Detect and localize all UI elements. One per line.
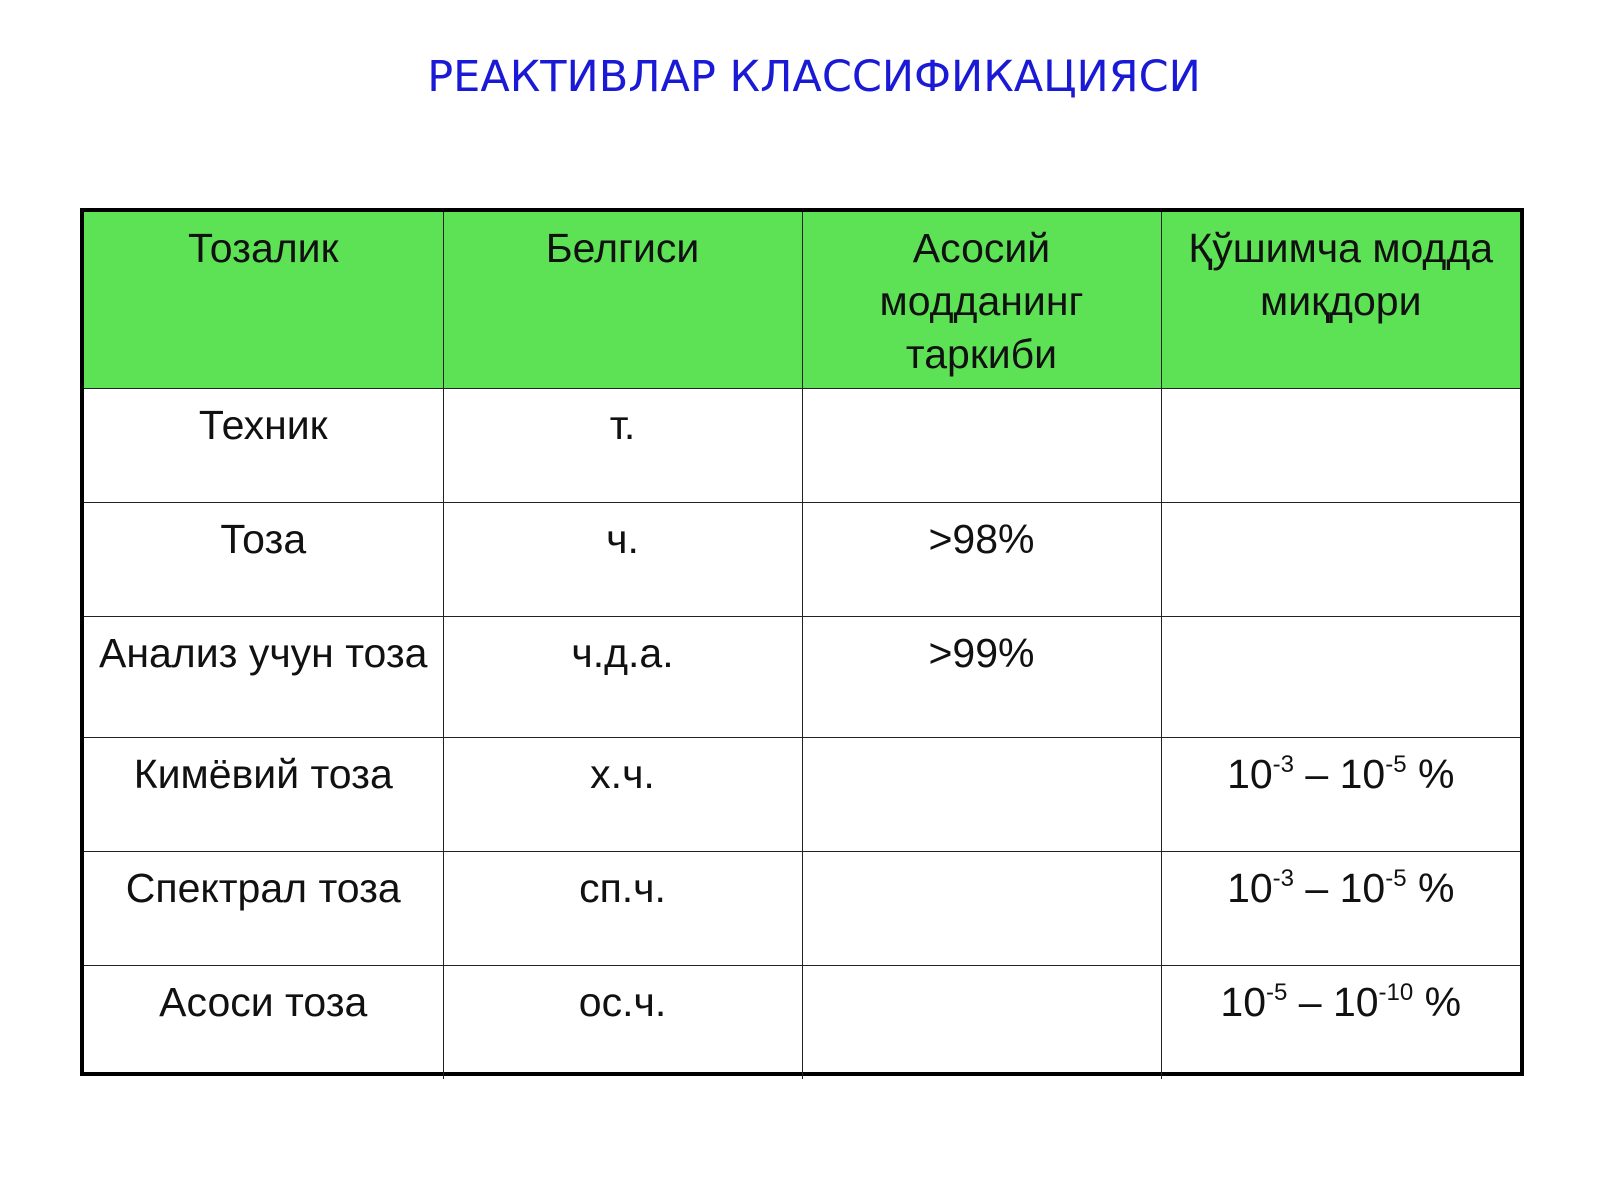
table-row [84, 852, 1520, 966]
cell-main-content [802, 852, 1161, 966]
cell-symbol: ч.д.а. [443, 617, 802, 738]
cell-symbol: ос.ч. [443, 966, 802, 1080]
cell-purity: Асоси тоза [84, 966, 443, 1080]
table-row [84, 617, 1520, 738]
cell-main-content [802, 389, 1161, 503]
cell-impurity: $10^{-3} - 10^{-5}$ % [1161, 738, 1520, 852]
cell-impurity: $10^{-5} - 10^{-10}$ % [1161, 966, 1520, 1080]
cell-impurity [1161, 389, 1520, 503]
table-row [84, 389, 1520, 503]
reagent-classification-table-frame [80, 208, 1524, 1076]
table-header-row [84, 212, 1520, 389]
cell-symbol: сп.ч. [443, 852, 802, 966]
cell-main-content [802, 738, 1161, 852]
cell-main-content [802, 966, 1161, 1080]
cell-purity: Спектрал тоза [84, 852, 443, 966]
header-symbol: Белгиси [443, 212, 802, 389]
table-row [84, 966, 1520, 1080]
cell-symbol: ч. [443, 503, 802, 617]
table-row [84, 738, 1520, 852]
slide-title: РЕАКТИВЛАР КЛАССИФИКАЦИЯСИ [427, 52, 1201, 102]
cell-main-content: >99% [802, 617, 1161, 738]
cell-symbol: х.ч. [443, 738, 802, 852]
reagent-classification-table [84, 212, 1520, 1079]
header-main-substance-content: Асосий модданинг таркиби [802, 212, 1161, 389]
cell-purity: Кимёвий тоза [84, 738, 443, 852]
cell-impurity [1161, 617, 1520, 738]
cell-impurity [1161, 503, 1520, 617]
cell-purity: Техник [84, 389, 443, 503]
cell-purity: Анализ учун тоза [84, 617, 443, 738]
header-purity: Тозалик [84, 212, 443, 389]
cell-symbol: т. [443, 389, 802, 503]
cell-main-content: >98% [802, 503, 1161, 617]
table-row [84, 503, 1520, 617]
header-impurity-amount: Қўшимча модда миқдори [1161, 212, 1520, 389]
cell-impurity: $10^{-3} - 10^{-5}$ % [1161, 852, 1520, 966]
cell-purity: Тоза [84, 503, 443, 617]
